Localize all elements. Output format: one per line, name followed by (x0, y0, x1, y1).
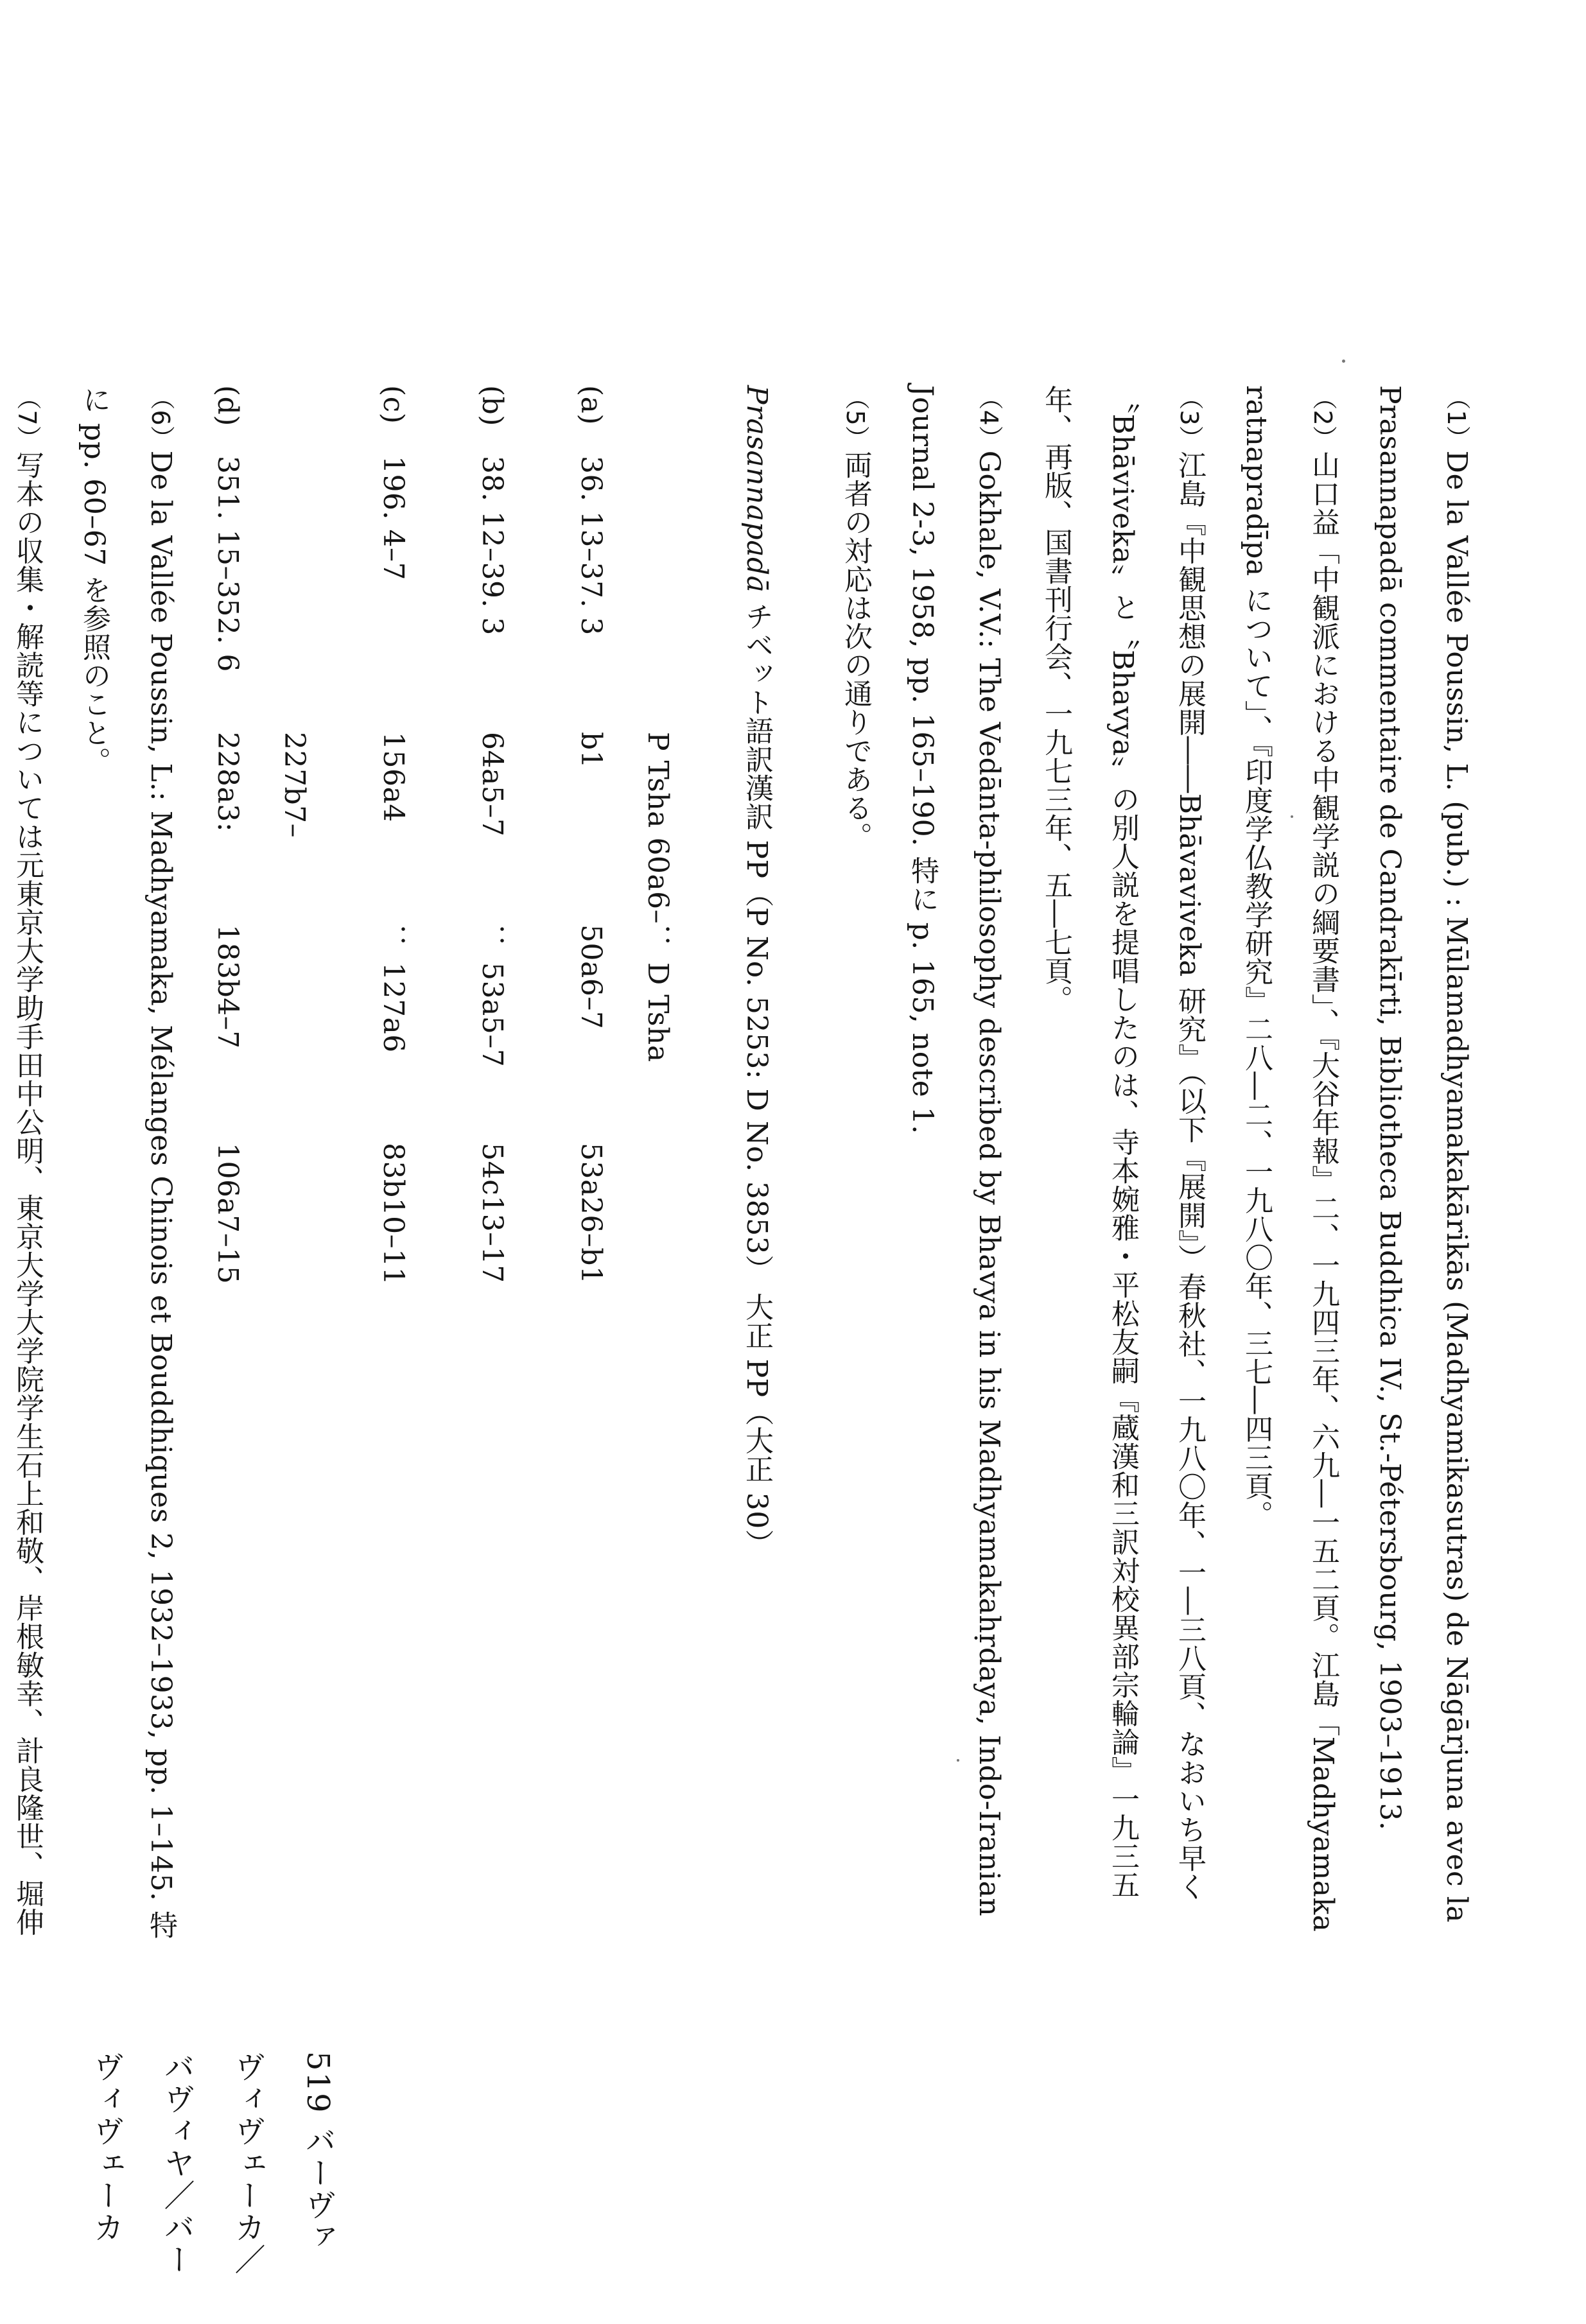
note-7 (0, 385, 60, 1945)
table-row (458, 385, 557, 1945)
row-peking: 64a5–7 (476, 732, 509, 837)
row-label: (b) (476, 385, 509, 426)
note-1 (1356, 385, 1490, 1945)
note-text: 山口益「中観派における中観学説の綱要書」、『大谷年報』二、一九四三年、六九―一五二頁。江島「Madhyamaka ratnapradīpa について」、『印度学仏教学研究』二八―二、一九八〇年、三七―四三頁。 (1240, 385, 1339, 1932)
row-label: (a) (575, 385, 607, 426)
note-5 (822, 385, 889, 1945)
note-text: De la Vallée Poussin, L. (pub.) : Mūlamadhyamakakārikās (Madhyamikasutras) de Nāgārjuna avec la Prasannapadā commentaire de Candrakīrti, Bibliotheca Buddhica IV., St.-Pétersbourg, 1903–1913. (1373, 385, 1473, 1923)
note-3 (1022, 385, 1223, 1945)
table-header-taisho: 大正 PP（大正 30） (740, 1292, 773, 1558)
running-footer (88, 2051, 353, 2282)
row-prasannapada: 36. 13–37. 3 (575, 456, 607, 636)
table-header-source: Prasannapadā (740, 385, 773, 593)
row-prasannapada: 38. 12–39. 3 (476, 456, 509, 636)
note-number: （6） (146, 385, 175, 451)
row-taisho: 53a26–b1 (575, 1143, 607, 1285)
row-prasannapada: 196. 4–7 (377, 456, 410, 580)
note-text: 江島『中観思想の展開――Bhāvaviveka 研究』（以下『展開』）春秋社、一九八〇年、一―三八頁、なおいち早く〝Bhāviveka〟と〝Bhavya〟の別人説を提唱したのは、寺本婉雅・平松友嗣『蔵漢和三訳対校異部宗輪論』一九三五年、再版、国書刊行会、一九七三年、五―七頁。 (1040, 385, 1206, 1901)
note-text: De la Vallée Poussin, L.: Madhyamaka, Mélanges Chinois et Bouddhiques 2, 1932–1933, pp. 1–145. 特に pp. 60–67 を参照のこと。 (78, 385, 177, 1939)
note-text: 写本の収集・解読等については元東京大学助手田中公明、東京大学大学院学生石上和敬、岸根敏幸、計良隆世、堀伸 (11, 450, 44, 1936)
note-number: （4） (975, 385, 1003, 451)
endnotes-block (11, 385, 1490, 1945)
row-label: (d) (211, 385, 244, 426)
note-text: Gokhale, V.V.: The Vedānta-philosophy described by Bhavya in his Madhyamakahṛdaya, Indo-Iranian Journal 2-3, 1958, pp. 165–190. 特に p. 165, note 1. (906, 385, 1006, 1917)
scan-speck (1342, 360, 1345, 363)
note-number: （5） (841, 385, 869, 451)
table-row (360, 385, 458, 1945)
row-derge: ： 53a5–7 (476, 924, 509, 1068)
note-2 (1223, 385, 1356, 1945)
row-taisho: 54c13–17 (476, 1143, 509, 1283)
correspondence-table-header (723, 385, 822, 1945)
note-number: （3） (1175, 385, 1203, 451)
row-label: (c) (377, 385, 410, 424)
row-taisho: 106a7–15 (211, 1143, 244, 1285)
table-row (557, 385, 723, 1945)
row-peking: P Tsha 60a6–b1 (575, 732, 674, 924)
note-number: （2） (1309, 385, 1337, 451)
row-derge: ： 127a6 (377, 924, 410, 1053)
note-6 (60, 385, 194, 1945)
note-4 (889, 385, 1022, 1945)
running-title: バーヴァヴィヴェーカ／バヴィヤ／バーヴィヴェーカ (88, 2051, 336, 2276)
row-taisho: 83b10–11 (377, 1143, 410, 1286)
page-number: 519 (300, 2051, 336, 2114)
note-number: （7） (13, 385, 41, 451)
scan-speck (957, 1759, 959, 1762)
row-peking: 227b7–228a3: (211, 732, 311, 838)
row-peking: 156a4 (377, 732, 410, 822)
note-number: （1） (1442, 385, 1470, 451)
row-prasannapada: 351. 15–352. 6 (211, 456, 244, 672)
row-derge: 183b4–7 (211, 924, 244, 1049)
row-derge: ： D Tsha 50a6–7 (575, 924, 674, 1062)
table-header-tibetan: チベット語訳漢訳 PP（P No. 5253: D No. 3853） (740, 602, 773, 1283)
note-text: 両者の対応は次の通りである。 (839, 450, 872, 851)
table-row (194, 385, 360, 1945)
scan-speck (1291, 815, 1293, 818)
